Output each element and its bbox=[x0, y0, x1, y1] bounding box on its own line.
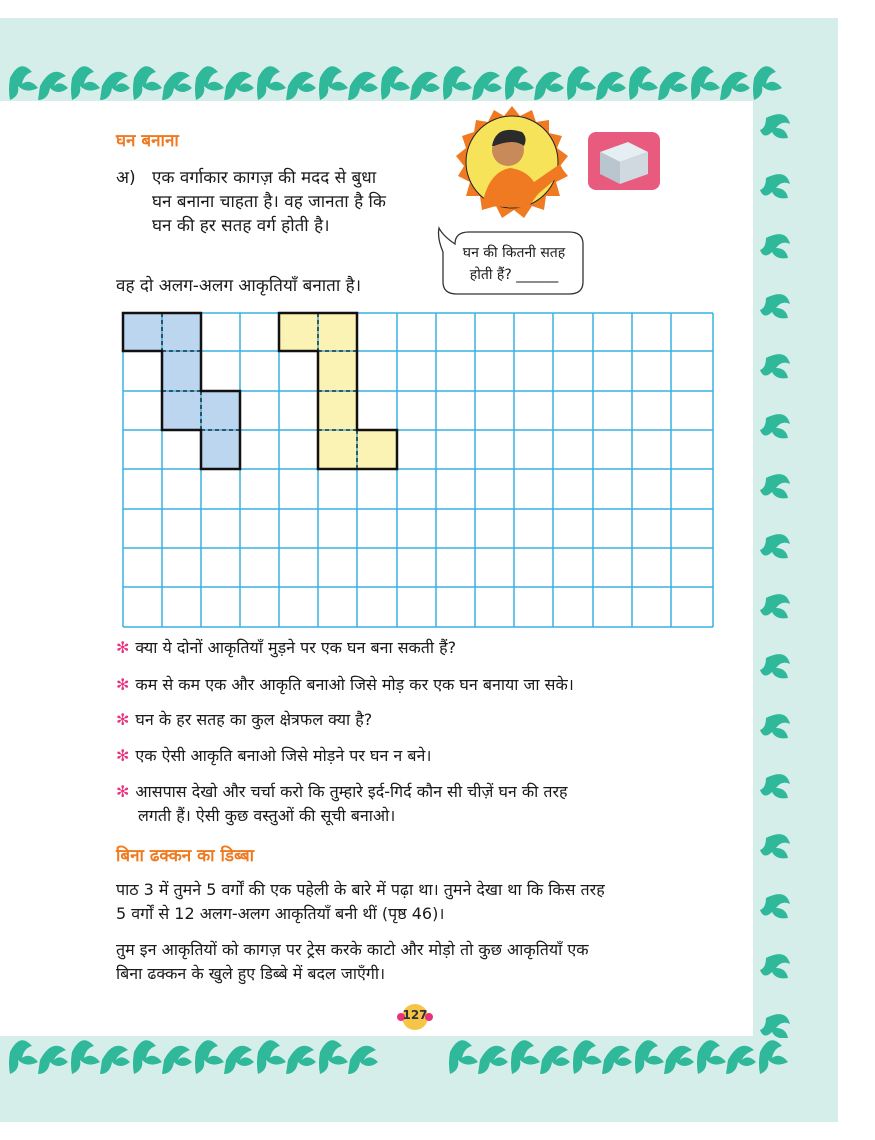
paragraph-2-line-2: बिना ढक्कन के खुले हुए डिब्बे में बदल जाएँगी। bbox=[116, 964, 386, 983]
intro-line-1: एक वर्गाकार कागज़ की मदद से बुधा bbox=[152, 168, 377, 188]
bullet-question-5: ✻ आसपास देखो और चर्चा करो कि तुम्हारे इर्द-गिर्द कौन सी चीज़ें घन की तरह bbox=[116, 782, 568, 801]
paragraph-2-line-1: तुम इन आकृतियों को कागज़ पर ट्रेस करके काटो और मोड़ो तो कुछ आकृतियाँ एक bbox=[116, 940, 589, 959]
intro-line-2: घन बनाना चाहता है। वह जानता है कि bbox=[152, 192, 386, 212]
section-heading-making-cube: घन बनाना bbox=[116, 131, 179, 151]
caption-two-shapes: वह दो अलग-अलग आकृतियाँ बनाता है। bbox=[116, 276, 362, 296]
page-number: 127 bbox=[402, 1008, 428, 1022]
flower-bullet-icon: ✻ bbox=[116, 675, 130, 694]
flower-bullet-icon: ✻ bbox=[116, 746, 130, 765]
speech-bubble-text bbox=[444, 242, 584, 286]
speech-line-2: होती हैं? ______ bbox=[469, 267, 559, 283]
flower-bullet-icon: ✻ bbox=[116, 710, 130, 729]
speech-line-1: घन की कितनी सतह bbox=[462, 245, 566, 261]
bullet-question-3: ✻ घन के हर सतह का कुल क्षेत्रफल क्या है? bbox=[116, 710, 373, 729]
flower-bullet-icon: ✻ bbox=[116, 638, 130, 657]
paragraph-1-line-1: पाठ 3 में तुमने 5 वर्गों की एक पहेली के बारे में पढ़ा था। तुमने देखा था कि किस तरह bbox=[116, 880, 605, 899]
intro-line-3: घन की हर सतह वर्ग होती है। bbox=[152, 216, 330, 236]
cube-icon bbox=[586, 130, 662, 192]
square-grid bbox=[121, 311, 717, 629]
paragraph-1-line-2: 5 वर्गों से 12 अलग-अलग आकृतियाँ बनी थीं (पृष्ठ 46)। bbox=[116, 904, 445, 923]
bullet-question-5-line-2: लगती हैं। ऐसी कुछ वस्तुओं की सूची बनाओ। bbox=[138, 806, 396, 825]
section-heading-open-box: बिना ढक्कन का डिब्बा bbox=[116, 846, 255, 866]
right-vine-border bbox=[752, 98, 812, 1038]
top-vine-border bbox=[0, 48, 838, 108]
bullet-question-2: ✻ कम से कम एक और आकृति बनाओ जिसे मोड़ कर एक घन बनाया जा सके। bbox=[116, 675, 574, 694]
flower-bullet-icon: ✻ bbox=[116, 782, 130, 801]
boy-illustration bbox=[456, 106, 568, 218]
item-marker: अ) bbox=[116, 168, 136, 188]
bullet-question-4: ✻ एक ऐसी आकृति बनाओ जिसे मोड़ने पर घन न बने। bbox=[116, 746, 432, 765]
bullet-question-1: ✻ क्या ये दोनों आकृतियाँ मुड़ने पर एक घन बना सकती हैं? bbox=[116, 638, 457, 657]
